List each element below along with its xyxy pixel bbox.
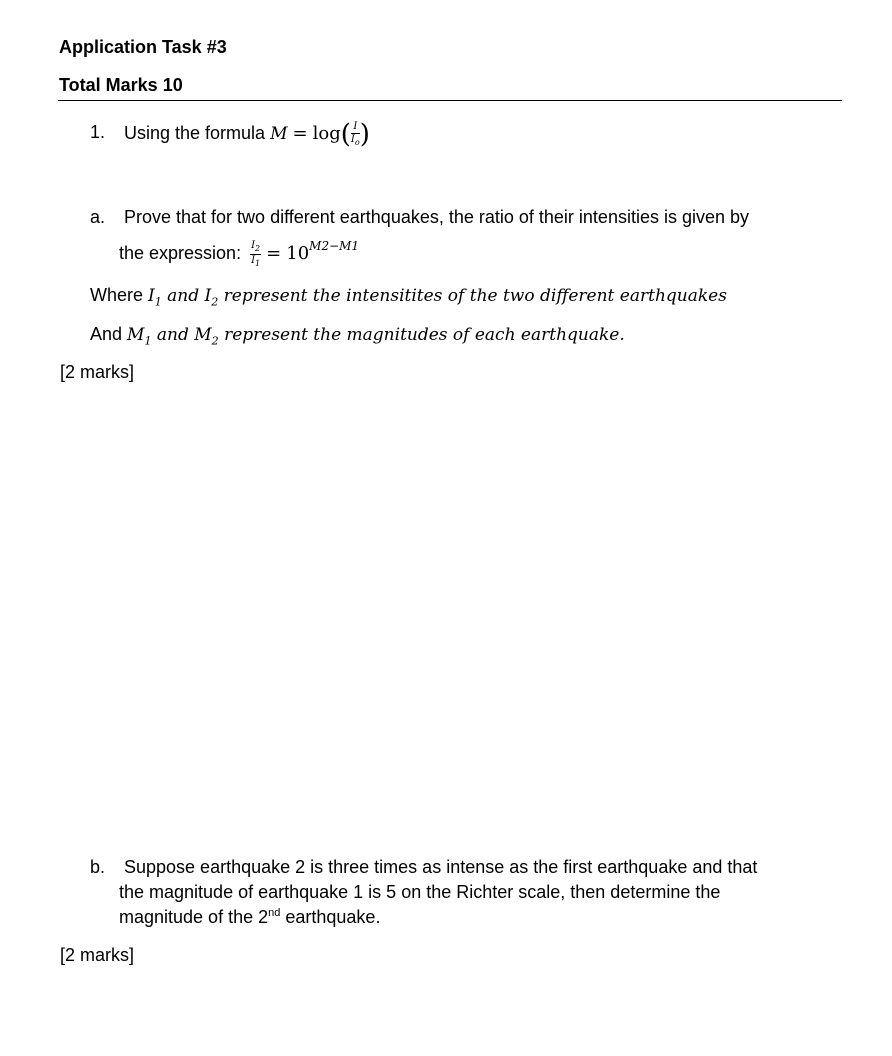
page-title: Application Task #3 bbox=[59, 37, 227, 57]
and-label: And bbox=[90, 324, 123, 344]
total-marks: Total Marks 10 bbox=[59, 75, 183, 95]
formula-fraction bbox=[351, 122, 360, 147]
part-b-marks: [2 marks] bbox=[60, 945, 135, 965]
question-1-stem bbox=[124, 115, 370, 152]
question-1-intro: Using the formula bbox=[124, 123, 266, 143]
part-b-line1: Suppose earthquake 2 is three times as intense as the first earthquake and that bbox=[124, 857, 758, 877]
formula-lhs: M bbox=[270, 124, 288, 144]
where-label: Where bbox=[90, 285, 144, 305]
part-b-letter: b. bbox=[90, 857, 106, 877]
part-a-letter: a. bbox=[90, 207, 106, 227]
ratio-base: 10 bbox=[286, 243, 310, 264]
part-b-line3-prefix: magnitude of the 2 bbox=[119, 907, 269, 927]
header-divider bbox=[58, 100, 842, 101]
question-1-number: 1. bbox=[90, 122, 106, 142]
left-paren: ( bbox=[340, 119, 351, 150]
formula-log: log bbox=[312, 123, 341, 144]
part-a-line2 bbox=[119, 234, 359, 268]
ratio-equals: = bbox=[266, 243, 282, 264]
fraction-denominator: $I_o$ bbox=[350, 133, 360, 147]
ratio-exponent: M2−M1 bbox=[309, 239, 360, 253]
part-a-expression-prefix: the expression: bbox=[119, 243, 242, 263]
ratio-numerator: $I_2$ bbox=[251, 239, 261, 253]
part-b-line3 bbox=[119, 907, 380, 928]
ordinal-suffix: nd bbox=[268, 907, 281, 919]
fraction-numerator: I bbox=[351, 122, 360, 134]
part-a-line1: Prove that for two different earthquakes, the ratio of their intensities is given by bbox=[124, 207, 750, 227]
part-a-marks: [2 marks] bbox=[60, 362, 135, 382]
and-line bbox=[90, 324, 625, 347]
part-b-line2: the magnitude of earthquake 1 is 5 on the Richter scale, then determine the bbox=[119, 882, 721, 902]
where-text: $I_1$ and $I_2$ represent the intensitites of the two different earthquakes bbox=[148, 286, 727, 309]
where-line bbox=[90, 285, 727, 308]
part-b-line3-suffix: earthquake. bbox=[285, 907, 381, 927]
right-paren: ) bbox=[359, 119, 370, 150]
ratio-denominator: $I_1$ bbox=[251, 254, 261, 268]
ratio-fraction bbox=[250, 241, 261, 268]
and-text: $M_1$ and $M_2$ represent the magnitudes of each earthquake. bbox=[127, 325, 625, 348]
formula-equals: = bbox=[292, 123, 308, 144]
